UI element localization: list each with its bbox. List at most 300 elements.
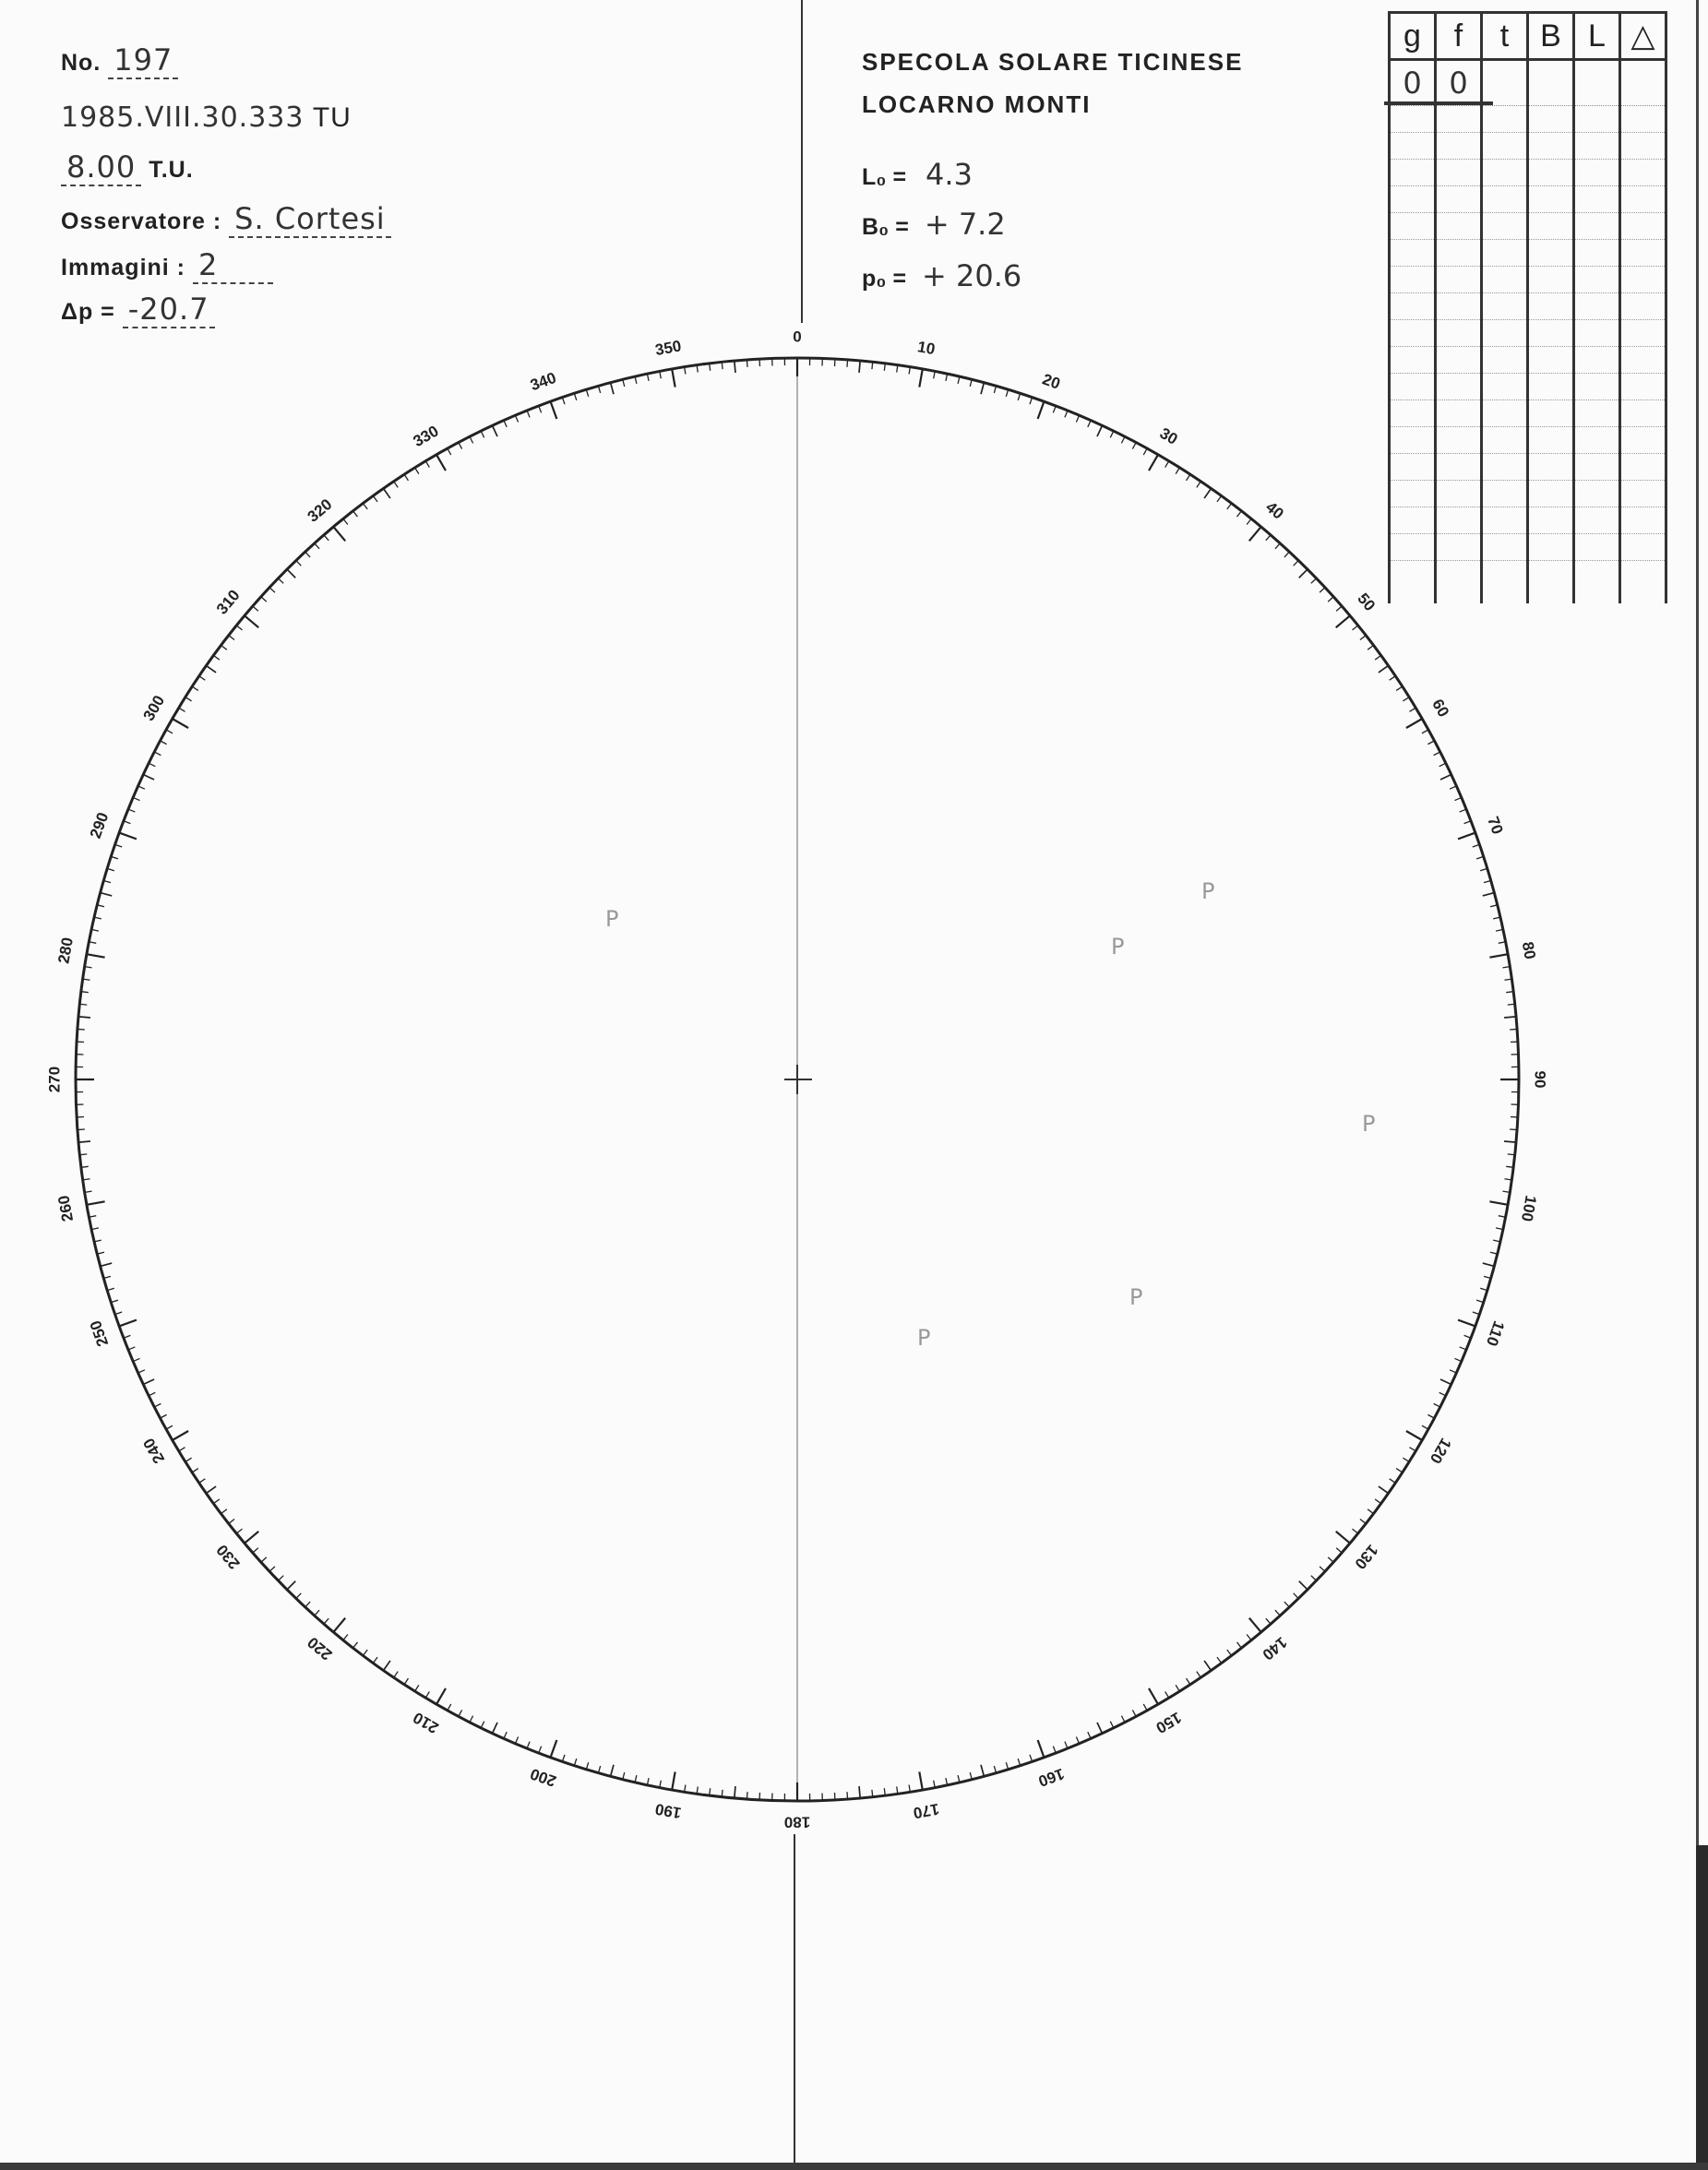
degree-tick xyxy=(143,775,154,780)
degree-tick xyxy=(87,1201,105,1204)
degree-tick xyxy=(448,448,451,455)
degree-tick xyxy=(847,360,848,367)
observatory-name: SPECOLA SOLARE TICINESE xyxy=(862,48,1244,76)
degree-tick xyxy=(1204,488,1211,498)
degree-tick xyxy=(1227,1650,1232,1655)
degree-tick xyxy=(78,1017,90,1018)
degree-tick xyxy=(504,421,507,427)
degree-tick xyxy=(515,1736,518,1743)
observation-date-value: 1985.VIII.30.333 xyxy=(61,101,305,134)
images-value: 2 xyxy=(193,247,273,284)
degree-tick xyxy=(128,809,135,812)
degree-tick xyxy=(459,1710,462,1716)
degree-tick xyxy=(1149,455,1158,471)
table-cell: 0 xyxy=(1390,60,1436,106)
degree-tick xyxy=(1409,1448,1415,1451)
degree-tick xyxy=(133,797,139,800)
degree-tick xyxy=(1275,1610,1280,1616)
degree-tick xyxy=(179,708,185,711)
degree-tick xyxy=(1311,578,1317,584)
degree-tick xyxy=(192,1469,198,1472)
pencil-mark: P xyxy=(917,1325,931,1351)
degree-tick xyxy=(236,626,242,630)
degree-tick xyxy=(1450,786,1456,789)
degree-tick xyxy=(138,786,145,789)
degree-tick xyxy=(1217,495,1222,501)
degree-tick xyxy=(101,893,113,896)
degree-tick xyxy=(1336,606,1342,611)
degree-tick xyxy=(353,511,358,517)
degree-tick xyxy=(173,719,188,728)
degree-tick xyxy=(138,1370,145,1373)
degree-tick xyxy=(1508,1004,1515,1005)
degree-label: 30 xyxy=(1156,423,1181,448)
degree-label: 150 xyxy=(1153,1708,1185,1737)
degree-label: 250 xyxy=(86,1318,113,1349)
degree-tick xyxy=(1053,406,1056,412)
degree-tick xyxy=(1249,1618,1261,1632)
degree-tick xyxy=(1088,421,1091,427)
degree-label: 300 xyxy=(139,692,169,724)
degree-tick xyxy=(425,461,429,468)
degree-tick xyxy=(1464,821,1471,824)
degree-label: 270 xyxy=(45,1066,64,1093)
degree-tick xyxy=(459,443,462,449)
degree-tick xyxy=(278,1576,283,1581)
observation-time-value: 8.00 xyxy=(61,149,141,186)
degree-tick xyxy=(539,1747,542,1753)
param-L0-value: 4.3 xyxy=(926,157,973,192)
degree-label: 310 xyxy=(212,586,244,618)
degree-tick xyxy=(1294,1593,1299,1599)
degree-tick xyxy=(404,1678,408,1685)
degree-tick xyxy=(87,954,105,957)
degree-tick xyxy=(1409,708,1415,711)
degree-tick xyxy=(1403,698,1409,701)
degree-label: 40 xyxy=(1262,497,1287,523)
degree-tick xyxy=(847,1792,848,1799)
degree-tick xyxy=(1460,809,1466,812)
degree-tick xyxy=(333,1618,345,1632)
degree-tick xyxy=(1458,1320,1475,1327)
pencil-mark: P xyxy=(1362,1111,1376,1137)
degree-tick xyxy=(1284,552,1289,557)
degree-tick xyxy=(296,1593,302,1599)
degree-tick xyxy=(404,474,408,481)
degree-tick xyxy=(1375,1499,1380,1504)
degree-tick xyxy=(1375,655,1380,660)
degree-tick xyxy=(229,1520,234,1524)
degree-label: 20 xyxy=(1040,370,1063,393)
degree-tick xyxy=(1275,543,1280,549)
degree-label: 290 xyxy=(86,810,113,841)
degree-tick xyxy=(1427,1414,1434,1418)
degree-tick xyxy=(1204,1661,1211,1671)
degree-tick xyxy=(1249,527,1261,541)
degree-tick xyxy=(245,1532,258,1544)
degree-tick xyxy=(185,698,192,701)
degree-tick xyxy=(1097,425,1102,436)
degree-tick xyxy=(1440,1379,1451,1384)
degree-label: 50 xyxy=(1354,590,1380,614)
degree-tick xyxy=(278,578,283,584)
observation-date-suffix: TU xyxy=(312,102,352,133)
degree-tick xyxy=(124,1335,130,1338)
degree-tick xyxy=(78,1129,85,1130)
degree-tick xyxy=(245,615,258,627)
degree-tick xyxy=(1379,1486,1389,1493)
degree-tick xyxy=(919,369,922,388)
degree-tick xyxy=(221,1509,226,1514)
degree-label: 350 xyxy=(653,337,683,360)
solar-disk xyxy=(45,328,1548,1830)
table-header-cell: g xyxy=(1390,13,1436,60)
degree-tick xyxy=(206,1486,216,1493)
degree-tick xyxy=(287,1581,295,1590)
observatory-location: LOCARNO MONTI xyxy=(862,90,1092,118)
degree-tick xyxy=(611,383,614,395)
delta-p-label: Δp = xyxy=(61,299,115,325)
degree-tick xyxy=(872,1790,873,1797)
degree-tick xyxy=(415,1685,419,1691)
degree-tick xyxy=(1353,1529,1358,1533)
degree-tick xyxy=(1165,461,1169,468)
degree-tick xyxy=(1483,1263,1495,1266)
degree-tick xyxy=(206,665,216,672)
pencil-mark: P xyxy=(1129,1284,1143,1310)
degree-tick xyxy=(149,763,155,767)
degree-label: 210 xyxy=(410,1708,442,1737)
degree-tick xyxy=(1434,752,1440,756)
degree-tick xyxy=(305,552,310,557)
degree-tick xyxy=(1454,797,1461,800)
degree-label: 120 xyxy=(1426,1435,1455,1467)
degree-label: 160 xyxy=(1035,1764,1067,1791)
degree-label: 320 xyxy=(304,495,336,526)
degree-tick xyxy=(415,468,419,474)
degree-tick xyxy=(1353,626,1358,630)
degree-tick xyxy=(551,401,557,419)
degree-tick xyxy=(333,527,345,541)
degree-tick xyxy=(253,606,258,611)
degree-tick xyxy=(1390,1479,1396,1483)
degree-tick xyxy=(1284,1602,1289,1607)
degree-tick xyxy=(383,1661,389,1671)
degree-tick xyxy=(1489,1201,1508,1204)
degree-label: 230 xyxy=(212,1541,244,1573)
degree-tick xyxy=(981,383,984,395)
degree-label: 110 xyxy=(1482,1318,1509,1349)
record-number-label: No. xyxy=(61,50,102,76)
degree-label: 140 xyxy=(1259,1633,1291,1664)
degree-tick xyxy=(1403,1458,1409,1461)
table-header-cell: △ xyxy=(1620,13,1666,60)
degree-tick xyxy=(1504,1141,1516,1142)
degree-tick xyxy=(1247,519,1251,524)
degree-tick xyxy=(1489,954,1508,957)
degree-tick xyxy=(436,455,446,471)
degree-tick xyxy=(353,1642,358,1648)
degree-tick xyxy=(79,1154,87,1155)
degree-tick xyxy=(872,362,873,369)
degree-tick xyxy=(1176,1685,1179,1691)
degree-tick xyxy=(1266,1618,1271,1624)
degree-tick xyxy=(611,1765,614,1777)
degree-tick xyxy=(436,1688,446,1704)
degree-tick xyxy=(261,597,267,602)
degree-tick xyxy=(1294,560,1299,566)
images-label: Immagini : xyxy=(61,255,186,280)
degree-label: 200 xyxy=(528,1764,559,1791)
degree-tick xyxy=(1368,1509,1373,1514)
degree-tick xyxy=(1360,636,1366,640)
degree-tick xyxy=(1187,474,1190,481)
degree-tick xyxy=(448,1704,451,1711)
degree-tick xyxy=(1396,686,1403,690)
degree-label: 170 xyxy=(912,1799,941,1822)
param-L0-label: L₀ = xyxy=(862,164,907,190)
degree-tick xyxy=(143,1379,154,1384)
degree-tick xyxy=(515,415,518,422)
degree-label: 180 xyxy=(783,1813,811,1831)
degree-tick xyxy=(1237,511,1242,517)
observation-time-suffix: T.U. xyxy=(149,157,194,183)
degree-tick xyxy=(1422,730,1428,733)
degree-tick xyxy=(1237,1642,1242,1648)
degree-tick xyxy=(527,1742,530,1748)
degree-tick xyxy=(269,588,275,592)
degree-tick xyxy=(1439,763,1446,767)
degree-tick xyxy=(213,1499,219,1504)
degree-tick xyxy=(859,361,860,373)
degree-tick xyxy=(133,1358,139,1361)
degree-tick xyxy=(672,1771,675,1790)
degree-tick xyxy=(1197,1672,1200,1678)
degree-tick xyxy=(1454,1358,1461,1361)
observer-value: S. Cortesi xyxy=(229,201,391,238)
table-header-cell: t xyxy=(1482,13,1528,60)
degree-tick xyxy=(1328,597,1333,602)
degree-tick xyxy=(199,676,206,680)
degree-label: 0 xyxy=(793,328,802,346)
degree-tick xyxy=(1336,1532,1350,1544)
degree-tick xyxy=(425,1691,429,1698)
degree-tick xyxy=(1299,1581,1308,1590)
degree-tick xyxy=(919,1771,922,1790)
degree-tick xyxy=(1143,1704,1147,1711)
degree-tick xyxy=(1110,431,1114,437)
degree-tick xyxy=(78,1029,85,1030)
table-header-cell: L xyxy=(1574,13,1620,60)
param-B0-value: + 7.2 xyxy=(924,207,1006,242)
degree-tick xyxy=(119,833,137,840)
degree-tick xyxy=(221,645,226,650)
degree-tick xyxy=(481,1722,484,1728)
degree-tick xyxy=(128,1347,135,1350)
degree-tick xyxy=(161,741,167,745)
degree-tick xyxy=(1422,1425,1428,1429)
degree-tick xyxy=(504,1732,507,1738)
degree-tick xyxy=(363,503,367,508)
degree-tick xyxy=(1504,1017,1516,1018)
degree-label: 90 xyxy=(1531,1070,1549,1089)
degree-tick xyxy=(1434,1403,1440,1407)
degree-tick xyxy=(394,482,398,488)
degree-tick xyxy=(493,1723,497,1734)
degree-tick xyxy=(1176,468,1179,474)
degree-tick xyxy=(373,495,377,501)
degree-tick xyxy=(1149,1688,1158,1704)
degree-tick xyxy=(296,560,302,566)
degree-tick xyxy=(1053,1747,1056,1753)
degree-tick xyxy=(1406,1431,1422,1440)
degree-tick xyxy=(269,1567,275,1571)
degree-tick xyxy=(373,1657,377,1663)
degree-tick xyxy=(315,1610,319,1616)
degree-tick xyxy=(1483,893,1495,896)
degree-tick xyxy=(1217,1657,1222,1663)
degree-label: 10 xyxy=(915,338,937,359)
degree-tick xyxy=(287,569,295,578)
degree-label: 80 xyxy=(1518,940,1539,961)
degree-tick xyxy=(261,1557,267,1562)
degree-tick xyxy=(1311,1576,1317,1581)
degree-tick xyxy=(192,686,198,690)
degree-tick xyxy=(253,1548,258,1553)
degree-label: 130 xyxy=(1351,1541,1382,1573)
degree-tick xyxy=(527,411,530,417)
degree-tick xyxy=(1227,503,1232,508)
degree-tick xyxy=(1464,1335,1471,1338)
degree-tick xyxy=(1440,775,1451,780)
degree-tick xyxy=(166,730,173,733)
degree-tick xyxy=(343,519,348,524)
degree-tick xyxy=(324,535,328,541)
degree-tick xyxy=(1065,411,1068,417)
degree-tick xyxy=(305,1602,310,1607)
degree-label: 260 xyxy=(54,1194,78,1223)
table-header-cell: f xyxy=(1436,13,1482,60)
degree-tick xyxy=(1266,535,1271,541)
degree-tick xyxy=(1379,665,1389,672)
degree-label: 340 xyxy=(528,368,559,395)
table-header-cell: B xyxy=(1528,13,1574,60)
degree-tick xyxy=(363,1650,367,1655)
degree-tick xyxy=(1320,1567,1325,1571)
pencil-mark: P xyxy=(1111,934,1125,960)
degree-tick xyxy=(166,1425,173,1429)
degree-tick xyxy=(1143,448,1147,455)
degree-tick xyxy=(1336,1548,1342,1553)
degree-tick xyxy=(1450,1370,1456,1373)
degree-tick xyxy=(383,488,389,498)
delta-p-value: -20.7 xyxy=(123,292,215,328)
degree-tick xyxy=(185,1458,192,1461)
degree-label: 60 xyxy=(1428,696,1453,721)
observer-label: Osservatore : xyxy=(61,209,222,234)
degree-tick xyxy=(213,655,219,660)
degree-tick xyxy=(1360,1520,1366,1524)
degree-tick xyxy=(1132,1710,1136,1716)
degree-tick xyxy=(1065,1742,1068,1748)
degree-tick xyxy=(722,1790,723,1797)
record-number-value: 197 xyxy=(108,42,178,79)
degree-tick xyxy=(1368,645,1373,650)
degree-tick xyxy=(229,636,234,640)
degree-tick xyxy=(1460,1347,1466,1350)
degree-tick xyxy=(1508,1154,1515,1155)
degree-tick xyxy=(1038,1740,1045,1758)
pencil-mark: P xyxy=(1201,878,1215,904)
param-B0-label: B₀ = xyxy=(862,214,909,240)
degree-label: 220 xyxy=(304,1633,336,1664)
degree-tick xyxy=(324,1618,328,1624)
degree-tick xyxy=(1510,1129,1517,1130)
degree-tick xyxy=(1121,1716,1125,1723)
degree-tick xyxy=(1165,1691,1169,1698)
degree-tick xyxy=(1406,719,1422,728)
degree-tick xyxy=(1121,436,1125,443)
degree-tick xyxy=(1110,1722,1114,1728)
degree-tick xyxy=(343,1635,348,1640)
degree-tick xyxy=(1320,588,1325,592)
degree-tick xyxy=(1247,1635,1251,1640)
degree-tick xyxy=(981,1765,984,1777)
degree-tick xyxy=(493,425,497,436)
degree-tick xyxy=(1427,741,1434,745)
degree-tick xyxy=(481,431,484,437)
degree-tick xyxy=(119,1320,137,1327)
degree-tick xyxy=(722,362,723,369)
degree-tick xyxy=(1458,833,1475,840)
degree-tick xyxy=(551,1740,557,1758)
table-cell: 0 xyxy=(1436,60,1482,106)
degree-tick xyxy=(199,1479,206,1483)
degree-tick xyxy=(1390,676,1396,680)
degree-tick xyxy=(859,1786,860,1798)
degree-tick xyxy=(236,1529,242,1533)
degree-tick xyxy=(173,1431,188,1440)
degree-tick xyxy=(1328,1557,1333,1562)
degree-tick xyxy=(154,1403,161,1407)
degree-tick xyxy=(161,1414,167,1418)
degree-tick xyxy=(101,1263,113,1266)
degree-tick xyxy=(1132,443,1136,449)
degree-tick xyxy=(470,436,473,443)
degree-tick xyxy=(315,543,319,549)
degree-tick xyxy=(1396,1469,1403,1472)
param-p0-value: + 20.6 xyxy=(922,258,1022,293)
degree-tick xyxy=(1038,401,1045,419)
degree-tick xyxy=(154,752,161,756)
degree-tick xyxy=(1076,415,1079,422)
degree-tick xyxy=(539,406,542,412)
degree-tick xyxy=(79,1004,87,1005)
degree-tick xyxy=(1197,482,1200,488)
degree-tick xyxy=(149,1392,155,1396)
degree-tick xyxy=(1336,615,1350,627)
degree-label: 330 xyxy=(410,422,442,451)
degree-tick xyxy=(1510,1029,1517,1030)
degree-tick xyxy=(470,1716,473,1723)
param-p0-label: p₀ = xyxy=(862,266,907,292)
degree-label: 240 xyxy=(139,1435,169,1467)
degree-tick xyxy=(1097,1723,1102,1734)
degree-label: 280 xyxy=(54,936,78,965)
degree-tick xyxy=(78,1141,90,1142)
degree-label: 190 xyxy=(653,1799,683,1822)
degree-label: 100 xyxy=(1517,1194,1540,1223)
